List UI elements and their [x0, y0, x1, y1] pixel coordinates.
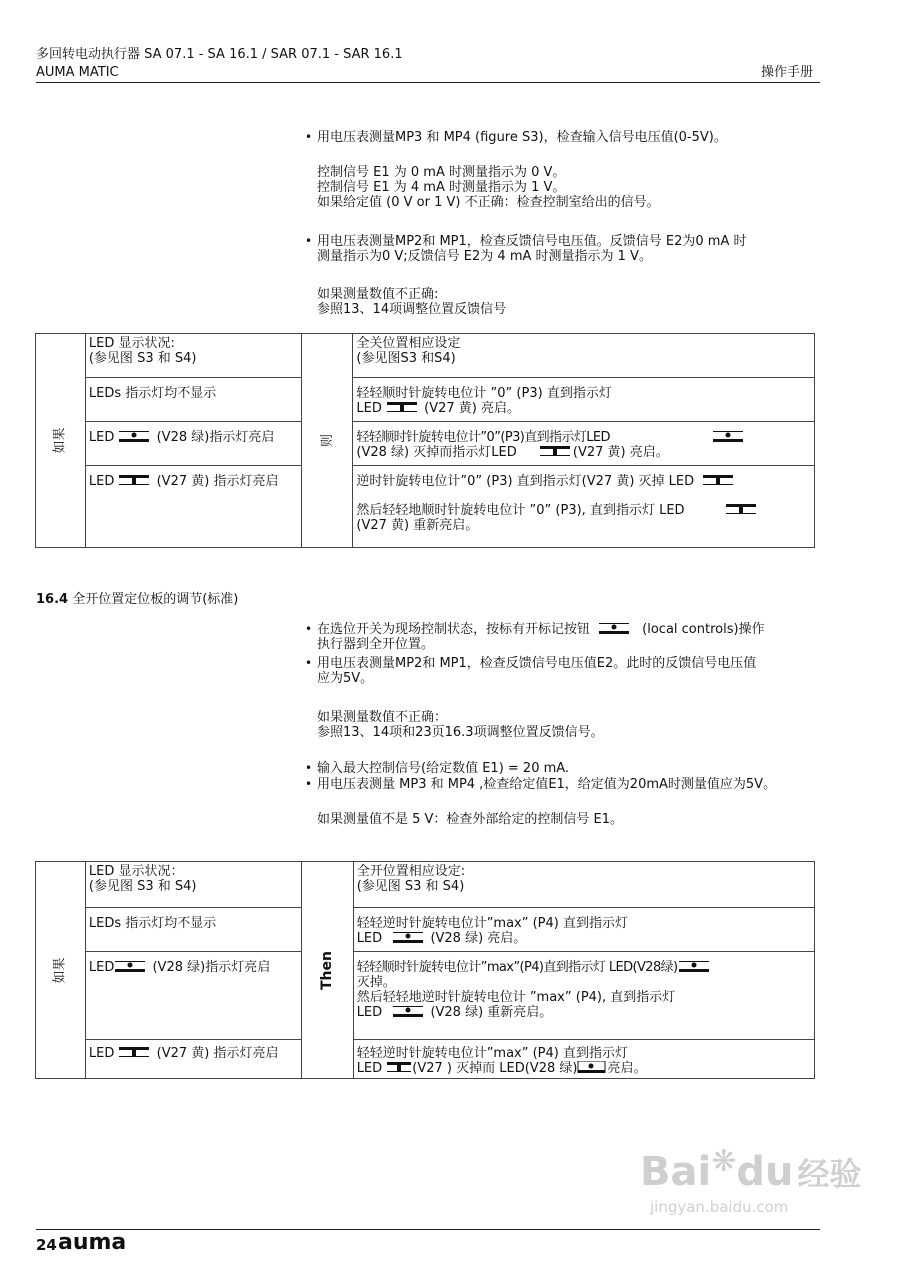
text-line: LED 显示状况: — [88, 336, 175, 351]
text-span: 逆时针旋转电位计”0” (P3) 直到指示灯(V27 黄) 灭掉 LED — [356, 474, 695, 489]
text-line: 执行器到全开位置。 — [317, 637, 435, 652]
led-closed-icon — [118, 1046, 152, 1058]
watermark — [640, 1144, 862, 1216]
table-cell — [85, 334, 301, 378]
text-span: LED — [356, 1061, 383, 1076]
text-line: 控制信号 E1 为 0 mA 时测量指示为 0 V。 — [317, 165, 566, 180]
bullet-icon: • — [305, 234, 313, 248]
text-line: (V27 黄) 重新亮启。 — [356, 518, 479, 533]
text-line — [356, 474, 811, 489]
text-span: 轻轻顺时针旋转电位计”0”(P3)直到指示灯LED — [356, 430, 610, 445]
bullet-icon: • — [305, 761, 313, 775]
table-cell — [85, 422, 301, 466]
text-line: (参见图S3 和S4) — [356, 351, 456, 366]
then-label: Then — [318, 950, 335, 990]
watermark-url: jingyan.baidu.com — [650, 1198, 789, 1216]
table-cell — [85, 862, 301, 908]
header-rule — [36, 82, 820, 83]
text-line: 控制信号 E1 为 4 mA 时测量指示为 1 V。 — [317, 180, 566, 195]
paw-icon: ❋ — [711, 1144, 737, 1179]
header-title-line2: AUMA MATIC — [36, 65, 119, 80]
section-number: 16.4 — [36, 592, 69, 607]
led-closed-icon — [702, 474, 736, 486]
led-closed-icon — [118, 474, 152, 486]
text-line: LEDs 指示灯均不显示 — [88, 386, 217, 401]
table-cell — [85, 908, 301, 952]
text-line: 灭掉。 — [356, 975, 396, 990]
text-line: 轻轻逆时针旋转电位计”max” (P4) 直到指示灯 — [356, 916, 628, 931]
text-line: LED 显示状况： — [88, 864, 184, 879]
text-span: (V28 绿) 灭掉而指示灯LED — [356, 445, 517, 460]
page-number: 24 — [36, 1236, 57, 1254]
text-span: (V28 绿)指示灯亮启 — [156, 430, 275, 445]
if-label: 如果 — [52, 427, 68, 454]
text-line: 轻轻逆时针旋转电位计”max” (P4) 直到指示灯 — [356, 1046, 628, 1061]
text-span: (V28 绿)指示灯亮启 — [152, 960, 271, 975]
watermark-cn: 经验 — [797, 1155, 862, 1193]
text-span: (V27 黄) 亮启。 — [572, 445, 669, 460]
led-open-icon — [678, 960, 712, 972]
header-title-line1: 多回转电动执行器 SA 07.1 - SA 16.1 / SAR 07.1 - SAR 16.1 — [36, 47, 403, 62]
text-line — [357, 1005, 811, 1020]
text-span: (V27 ) 灭掉而 LED(V28 绿) — [412, 1061, 578, 1076]
watermark-brand2: du — [736, 1149, 794, 1195]
table-cell — [353, 952, 814, 1040]
text-line: (参见图 S3 和 S4) — [356, 879, 465, 894]
text-line — [356, 401, 811, 416]
table-cell — [353, 466, 815, 548]
section-heading — [36, 588, 238, 607]
text-line: 用电压表测量MP2和 MP1，检查反馈信号电压值。反馈信号 E2为0 mA 时 — [317, 234, 747, 249]
paragraph-block — [317, 656, 857, 686]
text-line: 轻轻顺时针旋转电位计 ”0” (P3) 直到指示灯 — [356, 386, 612, 401]
led-closed-icon — [725, 503, 759, 515]
led-open-icon — [392, 931, 426, 943]
led-open-icon — [118, 430, 152, 442]
led-closed-icon — [386, 1061, 412, 1073]
then-label: 则 — [319, 433, 335, 448]
text-line — [357, 1061, 811, 1076]
text-span: LED — [88, 474, 115, 489]
text-line: 全开位置相应设定: — [356, 864, 466, 879]
paragraph-block — [317, 287, 857, 317]
paragraph: 用电压表测量 MP3 和 MP4 ,检查给定值E1，给定值为20mA时测量值应为5V。 — [317, 777, 777, 792]
table-cell — [353, 378, 815, 422]
led-closed-icon — [539, 445, 573, 457]
if-column — [36, 862, 86, 1079]
then-column — [301, 334, 353, 548]
text-span: 在选位开关为现场控制状态，按标有开标记按钮 — [317, 622, 591, 637]
text-line — [89, 960, 298, 975]
led-closed-icon — [386, 401, 420, 413]
bullet-icon: • — [305, 130, 313, 144]
bullet-icon: • — [305, 656, 313, 670]
text-line: 然后轻轻地逆时针旋转电位计 ”max” (P4), 直到指示灯 — [356, 990, 676, 1005]
header-manual-label: 操作手册 — [761, 65, 814, 80]
if-label: 如果 — [52, 956, 68, 984]
text-line: 如果测量数值不正确： — [317, 710, 448, 725]
watermark-logo — [640, 1144, 862, 1198]
table-cell — [353, 862, 814, 908]
paragraph: 如果测量值不是 5 V：检查外部给定的控制信号 E1。 — [317, 812, 624, 827]
text-line: 参照13、14项调整位置反馈信号 — [317, 302, 507, 317]
table-cell — [85, 1040, 301, 1079]
text-span: (V27 黄) 指示灯亮启 — [156, 474, 279, 489]
led-open-icon — [712, 430, 746, 442]
text-span: (V28 绿) 亮启。 — [430, 931, 527, 946]
paragraph: 用电压表测量MP3 和 MP4 (figure S3)，检查输入信号电压值(0-5V)。 — [317, 130, 727, 145]
text-span: 亮启。 — [607, 1061, 647, 1076]
text-span: 轻轻顺时针旋转电位计”max”(P4)直到指示灯 LED(V28绿) — [356, 960, 678, 975]
table-closed-position — [35, 333, 815, 548]
watermark-brand: Bai — [640, 1149, 712, 1195]
text-span: (V28 绿) 重新亮启。 — [430, 1005, 553, 1020]
text-line: 如果测量数值不正确: — [317, 287, 439, 302]
bullet-icon: • — [305, 622, 313, 636]
table-cell — [353, 334, 815, 378]
text-line — [89, 474, 298, 489]
text-span: (V27 黄) 指示灯亮启 — [156, 1046, 279, 1061]
text-span: 然后轻轻地顺时针旋转电位计 ”0” (P3), 直到指示灯 LED — [356, 503, 685, 518]
text-span: LED — [88, 960, 115, 975]
led-open-icon — [392, 1005, 426, 1017]
text-line: (参见图 S3 和 S4) — [88, 351, 197, 366]
text-span: LED — [356, 1005, 383, 1020]
text-span: (local controls)操作 — [642, 622, 765, 637]
table-cell — [353, 1040, 814, 1079]
text-line: (参见图 S3 和 S4) — [88, 879, 197, 894]
if-column — [36, 334, 86, 548]
text-line — [356, 503, 811, 518]
text-line — [356, 430, 811, 445]
text-line: LEDs 指示灯均不显示 — [88, 916, 217, 931]
text-line — [356, 445, 811, 460]
text-span: (V27 黄) 亮启。 — [424, 401, 521, 416]
text-span: LED — [88, 1046, 115, 1061]
led-open-icon — [114, 960, 148, 972]
paragraph-block — [317, 165, 857, 210]
text-span: LED — [356, 931, 383, 946]
text-span: LED — [88, 430, 115, 445]
paragraph: 输入最大控制信号(给定数值 E1) = 20 mA. — [317, 761, 570, 776]
text-line: 用电压表测量MP2和 MP1，检查反馈信号电压值E2。此时的反馈信号电压值 — [317, 656, 757, 671]
table-cell — [85, 952, 301, 1040]
text-line: 参照13、14项和23页16.3项调整位置反馈信号。 — [317, 725, 604, 740]
table-cell — [353, 908, 814, 952]
table-cell — [85, 466, 301, 548]
table-open-position — [35, 861, 815, 1079]
open-button-icon — [598, 622, 632, 634]
text-line: 如果给定值 (0 V or 1 V) 不正确：检查控制室给出的信号。 — [317, 195, 660, 210]
then-column — [301, 862, 353, 1079]
bullet-icon: • — [305, 777, 313, 791]
text-line — [89, 1046, 298, 1061]
auma-logo: auma — [58, 1230, 127, 1255]
paragraph-block — [317, 710, 857, 740]
text-line: 全关位置相应设定 — [356, 336, 461, 351]
table-cell — [353, 422, 815, 466]
led-open-icon — [577, 1061, 607, 1073]
paragraph-block — [317, 234, 857, 264]
text-line — [89, 430, 298, 445]
text-line: 测量指示为0 V;反馈信号 E2为 4 mA 时测量指示为 1 V。 — [317, 249, 652, 264]
text-line: 应为5V。 — [317, 671, 374, 686]
text-line — [357, 931, 811, 946]
footer-rule — [36, 1229, 820, 1230]
text-line — [357, 960, 811, 975]
text-line — [317, 622, 857, 637]
section-title: 全开位置定位板的调节(标准) — [72, 592, 239, 607]
paragraph-block — [317, 622, 857, 652]
text-span: LED — [356, 401, 382, 416]
table-cell — [85, 378, 301, 422]
